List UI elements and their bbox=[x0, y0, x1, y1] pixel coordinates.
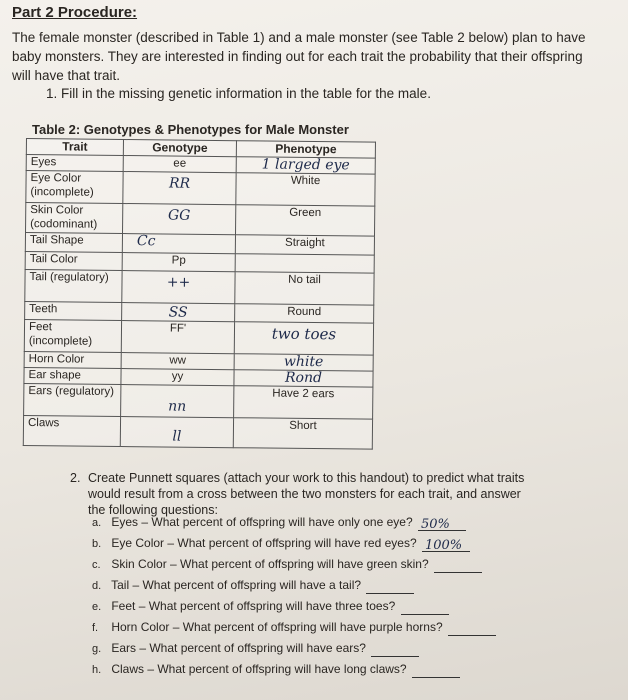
item-question: Skin Color – What percent of offspring will have green skin? bbox=[111, 557, 429, 571]
handwritten-answer bbox=[412, 664, 418, 679]
handwritten-genotype: ll bbox=[172, 428, 182, 445]
genotype-cell bbox=[122, 234, 235, 254]
header-trait: Trait bbox=[26, 139, 123, 156]
item-letter: e. bbox=[92, 601, 102, 613]
answer-blank[interactable] bbox=[371, 642, 419, 657]
answer-blank[interactable] bbox=[418, 516, 466, 531]
phenotype-cell bbox=[234, 354, 373, 371]
handwritten-phenotype: two toes bbox=[271, 324, 337, 344]
handwritten-phenotype: 1 larged eye bbox=[261, 156, 350, 174]
trait-cell: Ear shape bbox=[24, 367, 121, 384]
item-question: Tail – What percent of offspring will have a tail? bbox=[111, 578, 362, 592]
intro-paragraph: The female monster (described in Table 1) and a male monster (see Table 2 below) plan to have baby monsters. They are interested in finding out for each trait the probability that their offspring will have that trait. bbox=[12, 30, 586, 83]
genotype-cell: Pp bbox=[122, 253, 235, 272]
phenotype-cell: No tail bbox=[235, 272, 374, 305]
list-item bbox=[92, 514, 532, 535]
genotype-cell bbox=[122, 271, 235, 304]
table-row bbox=[25, 269, 374, 305]
phenotype-cell: Short bbox=[233, 418, 372, 449]
handwritten-answer bbox=[366, 580, 372, 595]
item-question: Feet – What percent of offspring will have three toes? bbox=[111, 599, 396, 613]
genotype-cell bbox=[123, 204, 236, 235]
handwritten-answer bbox=[434, 559, 440, 574]
question-2 bbox=[70, 470, 530, 518]
item-question: Claws – What percent of offspring will have long claws? bbox=[111, 662, 407, 676]
item-letter: h. bbox=[92, 664, 102, 676]
genotype-cell bbox=[122, 303, 235, 322]
item-letter: d. bbox=[92, 580, 102, 592]
handwritten-answer: 50% bbox=[420, 517, 450, 532]
handwritten-phenotype: white bbox=[283, 353, 324, 371]
trait-cell: Teeth bbox=[25, 301, 122, 320]
handwritten-answer bbox=[401, 601, 407, 616]
answer-blank[interactable] bbox=[448, 621, 496, 636]
trait-cell: Tail (regulatory) bbox=[25, 269, 122, 302]
trait-cell: Claws bbox=[23, 415, 120, 446]
list-item bbox=[92, 535, 532, 556]
header-phenotype: Phenotype bbox=[236, 141, 375, 158]
trait-cell: Tail Color bbox=[25, 251, 122, 270]
handwritten-answer bbox=[371, 643, 377, 658]
sub-question-list bbox=[92, 514, 532, 682]
list-item bbox=[92, 640, 532, 661]
genotype-cell: ee bbox=[123, 156, 236, 173]
item-question: Horn Color – What percent of offspring will have purple horns? bbox=[111, 620, 443, 634]
item-question: Eye Color – What percent of offspring will have red eyes? bbox=[111, 536, 417, 550]
handwritten-answer bbox=[448, 622, 454, 637]
trait-cell: Horn Color bbox=[24, 351, 121, 368]
table-row bbox=[26, 203, 375, 237]
phenotype-cell bbox=[236, 157, 375, 174]
handwritten-genotype: nn bbox=[168, 398, 187, 415]
answer-blank[interactable] bbox=[366, 579, 414, 594]
handwritten-genotype: SS bbox=[168, 304, 188, 321]
question-text: Create Punnett squares (attach your work to this handout) to predict what traits would result from a cross between the two monsters for each trait, and answer the following questions: bbox=[88, 471, 525, 517]
genotype-cell bbox=[120, 417, 233, 448]
answer-blank[interactable] bbox=[401, 600, 449, 615]
handwritten-answer: 100% bbox=[424, 538, 463, 553]
genotype-cell: FF' bbox=[121, 321, 234, 354]
table-row bbox=[24, 319, 373, 355]
phenotype-cell: Have 2 ears bbox=[234, 386, 373, 419]
answer-blank[interactable] bbox=[434, 558, 482, 573]
table-row bbox=[23, 415, 372, 449]
item-letter: f. bbox=[92, 622, 99, 634]
genotype-cell: ww bbox=[121, 353, 234, 370]
genotype-cell bbox=[123, 172, 236, 205]
phenotype-cell bbox=[234, 322, 373, 355]
table-caption: Table 2: Genotypes & Phenotypes for Male Monster bbox=[32, 122, 349, 137]
list-item bbox=[92, 577, 532, 598]
section-title: Part 2 Procedure: bbox=[12, 4, 138, 21]
trait-cell: Eyes bbox=[26, 155, 123, 172]
genotype-cell bbox=[121, 385, 234, 418]
trait-cell: Ears (regulatory) bbox=[24, 383, 121, 416]
genotype-phenotype-table bbox=[23, 138, 376, 450]
handwritten-genotype: Cc bbox=[136, 233, 156, 250]
item-letter: c. bbox=[92, 559, 101, 571]
answer-blank[interactable] bbox=[422, 537, 470, 552]
item-question: Ears – What percent of offspring will have ears? bbox=[111, 641, 366, 655]
phenotype-cell bbox=[235, 254, 374, 273]
table-row bbox=[26, 171, 375, 207]
step-1-instruction: 1. Fill in the missing genetic information in the table for the male. bbox=[46, 86, 431, 101]
item-letter: a. bbox=[92, 517, 102, 529]
handwritten-genotype: RR bbox=[168, 175, 191, 192]
item-letter: b. bbox=[92, 538, 102, 550]
item-question: Eyes – What percent of offspring will have only one eye? bbox=[111, 515, 413, 529]
phenotype-cell: White bbox=[236, 173, 375, 206]
phenotype-cell: Round bbox=[235, 304, 374, 323]
question-number: 2. bbox=[70, 471, 81, 485]
phenotype-cell: Green bbox=[235, 205, 374, 236]
list-item bbox=[92, 619, 532, 640]
handwritten-genotype: GG bbox=[167, 207, 191, 224]
phenotype-cell bbox=[234, 370, 373, 387]
list-item bbox=[92, 556, 532, 577]
trait-cell: Eye Color (incomplete) bbox=[26, 171, 123, 204]
phenotype-cell: Straight bbox=[235, 235, 374, 255]
list-item bbox=[92, 661, 532, 682]
handwritten-genotype: ++ bbox=[166, 274, 191, 291]
table-row bbox=[24, 383, 373, 419]
genotype-cell: yy bbox=[121, 369, 234, 386]
trait-cell: Feet (incomplete) bbox=[24, 319, 121, 352]
answer-blank[interactable] bbox=[412, 663, 460, 678]
trait-cell: Tail Shape bbox=[25, 233, 122, 253]
handwritten-phenotype: Rond bbox=[284, 369, 323, 387]
header-genotype: Genotype bbox=[123, 140, 236, 157]
item-letter: g. bbox=[92, 643, 102, 655]
list-item bbox=[92, 598, 532, 619]
trait-cell: Skin Color (codominant) bbox=[26, 203, 123, 234]
